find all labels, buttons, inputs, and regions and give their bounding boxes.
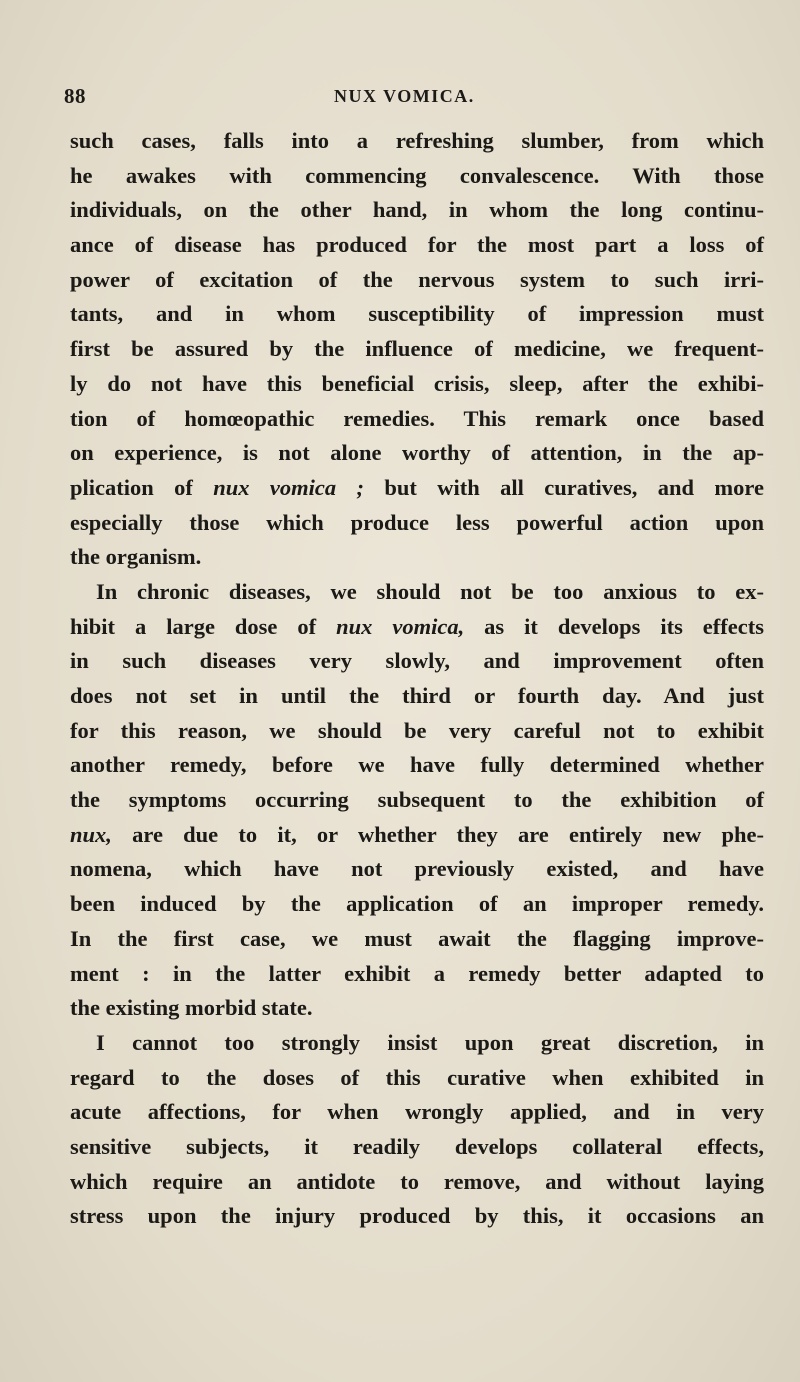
text-segment: individuals, on the other hand, in whom the long continu- — [70, 197, 764, 223]
text-line — [70, 887, 764, 922]
text-line — [70, 783, 764, 818]
text-line — [70, 1026, 764, 1061]
text-segment: tants, and in whom susceptibility of impression must — [70, 301, 764, 327]
text-line — [70, 748, 764, 783]
text-line — [70, 228, 764, 263]
text-line — [70, 263, 764, 298]
text-line — [70, 818, 764, 853]
text-segment: first be assured by the influence of medicine, we frequent- — [70, 336, 764, 362]
text-segment: the existing morbid state. — [70, 995, 313, 1021]
text-line — [70, 714, 764, 749]
text-segment: power of excitation of the nervous system to such irri- — [70, 266, 764, 292]
text-segment: are due to it, or whether they are entirely new phe- — [111, 821, 764, 847]
text-line — [70, 297, 764, 332]
italic-text: nux, — [70, 821, 112, 847]
text-line — [70, 1165, 764, 1200]
text-line — [70, 575, 764, 610]
text-segment: especially those which produce less powerful action upon — [70, 509, 764, 535]
body-text — [70, 124, 764, 1234]
text-line — [70, 402, 764, 437]
text-line — [70, 540, 764, 575]
text-line — [70, 991, 764, 1026]
text-segment: which require an antidote to remove, and without laying — [70, 1168, 764, 1194]
text-segment: In chronic diseases, we should not be too anxious to ex- — [96, 578, 764, 604]
text-segment: on experience, is not alone worthy of attention, in the ap- — [70, 440, 764, 466]
italic-text: nux vomica ; — [213, 474, 365, 500]
text-line — [70, 957, 764, 992]
italic-text: nux vomica, — [336, 613, 465, 639]
text-segment: sensitive subjects, it readily develops collateral effects, — [70, 1133, 764, 1159]
text-segment: ance of disease has produced for the most part a loss of — [70, 232, 764, 258]
text-line — [70, 1130, 764, 1165]
text-line — [70, 852, 764, 887]
text-line — [70, 644, 764, 679]
text-line — [70, 436, 764, 471]
text-segment: tion of homœopathic remedies. This remark once based — [70, 405, 764, 431]
text-segment: regard to the doses of this curative when exhibited in — [70, 1064, 764, 1090]
text-segment: plication of — [70, 474, 214, 500]
text-line — [70, 679, 764, 714]
text-line — [70, 610, 764, 645]
text-segment: does not set in until the third or fourth day. And just — [70, 683, 764, 708]
page-header — [64, 84, 704, 114]
text-segment: as it develops its effects — [464, 613, 764, 639]
text-segment: the organism. — [70, 544, 202, 570]
text-line — [70, 506, 764, 541]
text-segment: acute affections, for when wrongly applied, and in very — [70, 1099, 764, 1125]
text-segment: for this reason, we should be very careful not to exhibit — [70, 717, 764, 743]
text-line — [70, 1061, 764, 1096]
text-line — [70, 367, 764, 402]
text-segment: nomena, which have not previously existed, and have — [70, 856, 764, 882]
running-head: NUX VOMICA. — [334, 86, 475, 106]
text-segment: I cannot too strongly insist upon great discretion, in — [96, 1029, 764, 1055]
text-segment: such cases, falls into a refreshing slumber, from which — [70, 128, 764, 153]
text-segment: ment : in the latter exhibit a remedy better adapted to — [70, 960, 764, 986]
text-line — [70, 159, 764, 194]
text-segment: been induced by the application of an improper remedy. — [70, 891, 764, 917]
text-segment: ly do not have this beneficial crisis, sleep, after the exhibi- — [70, 370, 764, 396]
text-segment: the symptoms occurring subsequent to the exhibition of — [70, 787, 764, 813]
text-line — [70, 124, 764, 159]
text-segment: in such diseases very slowly, and improvement often — [70, 648, 764, 674]
text-line — [70, 1199, 764, 1234]
text-segment: but with all curatives, and more — [364, 474, 764, 500]
text-segment: another remedy, before we have fully determined whether — [70, 752, 764, 778]
page-number: 88 — [64, 84, 86, 108]
text-line — [70, 193, 764, 228]
text-line — [70, 471, 764, 506]
text-segment: hibit a large dose of — [70, 613, 337, 639]
text-segment: In the first case, we must await the flagging improve- — [70, 925, 764, 951]
text-segment: stress upon the injury produced by this, it occasions an — [70, 1203, 764, 1229]
text-line — [70, 922, 764, 957]
text-line — [70, 1095, 764, 1130]
text-segment: he awakes with commencing convalescence. With those — [70, 162, 764, 188]
text-line — [70, 332, 764, 367]
